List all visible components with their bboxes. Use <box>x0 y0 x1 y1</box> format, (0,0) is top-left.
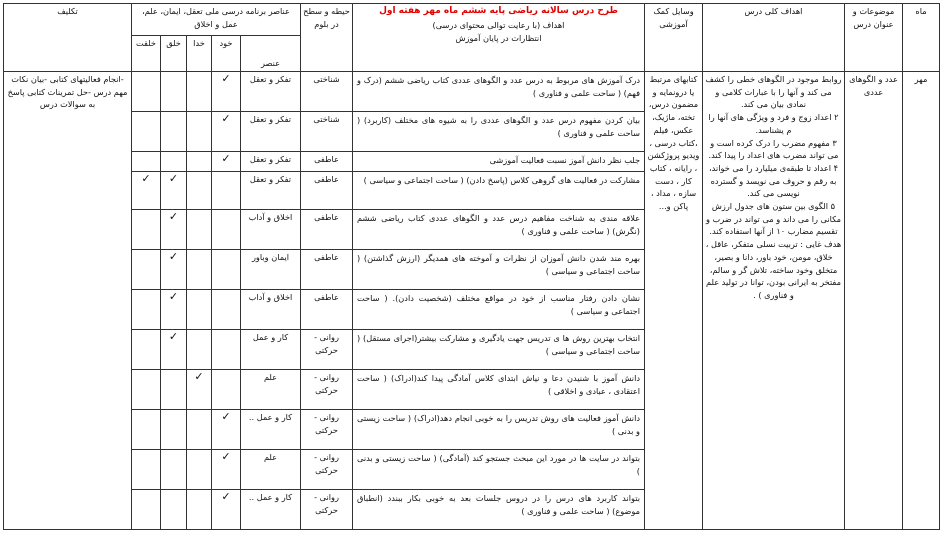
god-check-cell <box>187 152 212 172</box>
creation-check-cell <box>161 290 187 330</box>
check-mark-icon: ✓ <box>221 450 231 463</box>
header-goals: اهداف کلی درس <box>703 4 845 72</box>
element-cell: اخلاق و آداب <box>241 210 301 250</box>
goal-item: ۲ اعداد زوج و فرد و ویژگی های آنها را م یشناسد. <box>708 112 839 135</box>
objective-cell: بتواند کاربرد های درس را در دروس جلسات بعد به خوبی بکار ببندد (انطباق موضوع) ( ساحت علمی و فناوری ) <box>353 490 645 530</box>
domain-cell: روانی - حرکتی <box>301 410 353 450</box>
god-check-cell <box>187 450 212 490</box>
objective-cell: درک آموزش های مربوط به درس عدد و الگوهای عددی کتاب ریاضی ششم (درک و فهم) ( ساحت علمی و فناوری ) <box>353 72 645 112</box>
element-cell: ایمان وباور <box>241 250 301 290</box>
self-check-cell <box>212 450 241 490</box>
plan-subtitle-expectations: انتظارات در پایان آموزش <box>455 32 542 43</box>
goal-item: هدف غایی : تربیت نسلی متفکر، عاقل ، خلاق، مومن، خود باور، دانا و بصیر، متخلق وخود ساخته، تلاش گر و سالم، مفتخر به ایرانی بودن، توانا در تولید علم و فناوری ) . <box>705 239 842 300</box>
objective-cell: بتواند در سایت ها در مورد این مبحث جستجو کند (آمادگی) ( ساحت زیستی و بدنی ) <box>353 450 645 490</box>
creation-check-cell <box>161 490 187 530</box>
check-mark-icon: ✓ <box>221 72 231 85</box>
header-plan <box>353 4 645 72</box>
domain-cell: عاطفی <box>301 290 353 330</box>
creation-check-cell <box>161 210 187 250</box>
creation-check-cell <box>161 250 187 290</box>
homework-cell: -انجام فعالیتهای کتابی -بیان نکات مهم درس -حل تمرینات کتابی پاسخ به سوالات درس <box>4 72 132 530</box>
check-mark-icon: ✓ <box>168 250 179 263</box>
header-elements: عناصر برنامه درسی ملی تعقل، ایمان، علم، عمل و اخلاق <box>132 4 301 36</box>
header-tools: وسایل کمک آموزشی <box>645 4 703 72</box>
nature-check-cell <box>132 112 161 152</box>
self-check-cell <box>212 210 241 250</box>
self-check-cell <box>212 112 241 152</box>
nature-check-cell <box>132 152 161 172</box>
domain-cell: شناختی <box>301 112 353 152</box>
element-cell: کار و عمل .. <box>241 410 301 450</box>
goals-cell <box>703 72 845 530</box>
objective-cell: بهره مند شدن دانش آموزان از نظرات و آموخته های همدیگر (ارزش گذاشتن) ( ساحت اجتماعی و سیاسی ) <box>353 250 645 290</box>
domain-cell: عاطفی <box>301 152 353 172</box>
objective-cell: دانش آموز فعالیت های روش تدریس را به خوبی انجام دهد(ادراک) ( ساحت زیستی و بدنی ) <box>353 410 645 450</box>
objective-cell: انتخاب بهترین روش ها ی تدریس جهت یادگیری و مشارکت بیشتر(اجرای مستقل) ( ساحت اجتماعی و سیاسی ) <box>353 330 645 370</box>
header-month: ماه <box>903 4 940 72</box>
domain-cell: عاطفی <box>301 172 353 210</box>
element-cell: اخلاق و آداب <box>241 290 301 330</box>
domain-cell: روانی - حرکتی <box>301 450 353 490</box>
nature-check-cell <box>132 172 161 210</box>
element-cell: تفکر و تعقل <box>241 112 301 152</box>
creation-check-cell <box>161 72 187 112</box>
header-creation: خلق <box>161 36 187 72</box>
lesson-plan-table <box>3 3 940 530</box>
check-mark-icon: ✓ <box>168 290 179 303</box>
objective-cell: مشارکت در فعالیت های گروهی کلاس (پاسخ دادن) ( ساحت اجتماعی و سیاسی ) <box>353 172 645 210</box>
nature-check-cell <box>132 410 161 450</box>
element-cell: علم <box>241 450 301 490</box>
goal-item: ۴ اعداد تا طبقه‌ی میلیارد را می خواند، به رقم و حروف می نویسد و گسترده نویسی می کند. <box>708 162 839 199</box>
self-check-cell <box>212 330 241 370</box>
header-god: خدا <box>187 36 212 72</box>
nature-check-cell <box>132 72 161 112</box>
creation-check-cell <box>161 370 187 410</box>
header-self: خود <box>212 36 241 72</box>
plan-body <box>4 72 940 530</box>
self-check-cell <box>212 410 241 450</box>
header-domain: حیطه و سطح در بلوم <box>301 4 353 72</box>
check-mark-icon: ✓ <box>221 410 231 423</box>
objective-cell: علاقه مندی به شناخت مفاهیم درس عدد و الگوهای عددی کتاب ریاضی ششم (نگرش) ( ساحت علمی و فناوری ) <box>353 210 645 250</box>
creation-check-cell <box>161 330 187 370</box>
goal-item: روابط موجود در الگوهای خطی را کشف می کند و آنها را با عبارات کلامی و نمادی بیان می کند. <box>705 74 842 110</box>
creation-check-cell <box>161 112 187 152</box>
god-check-cell <box>187 250 212 290</box>
element-cell: تفکر و تعقل <box>241 152 301 172</box>
creation-check-cell <box>161 410 187 450</box>
self-check-cell <box>212 490 241 530</box>
nature-check-cell <box>132 250 161 290</box>
check-mark-icon: ✓ <box>221 112 231 125</box>
creation-check-cell <box>161 152 187 172</box>
nature-check-cell <box>132 450 161 490</box>
check-mark-icon: ✓ <box>141 172 151 185</box>
nature-check-cell <box>132 210 161 250</box>
nature-check-cell <box>132 290 161 330</box>
self-check-cell <box>212 370 241 410</box>
objective-cell: نشان دادن رفتار مناسب از خود در مواقع مختلف (شخصیت دادن). ( ساحت اجتماعی و سیاسی ) <box>353 290 645 330</box>
god-check-cell <box>187 330 212 370</box>
domain-cell: عاطفی <box>301 210 353 250</box>
nature-check-cell <box>132 330 161 370</box>
element-cell: تفکر و تعقل <box>241 72 301 112</box>
god-check-cell <box>187 172 212 210</box>
check-mark-icon: ✓ <box>194 370 204 383</box>
self-check-cell <box>212 72 241 112</box>
header-homework: تکلیف <box>4 4 132 72</box>
self-check-cell <box>212 290 241 330</box>
objective-cell: بیان کردن مفهوم درس عدد و الگوهای عددی را به شیوه های مختلف (کاربرد) ( ساحت علمی و فناوری ) <box>353 112 645 152</box>
self-check-cell <box>212 250 241 290</box>
god-check-cell <box>187 112 212 152</box>
header-element: عنصر <box>241 36 301 72</box>
check-mark-icon: ✓ <box>168 330 179 343</box>
check-mark-icon: ✓ <box>221 152 231 165</box>
check-mark-icon: ✓ <box>221 490 231 503</box>
topic-cell: عدد و الگوهای عددی <box>845 72 903 530</box>
element-cell: علم <box>241 370 301 410</box>
header-topics: موضوعات و عنوان درس <box>845 4 903 72</box>
self-check-cell <box>212 152 241 172</box>
god-check-cell <box>187 290 212 330</box>
creation-check-cell <box>161 172 187 210</box>
god-check-cell <box>187 410 212 450</box>
plan-title: طرح درس سالانه ریاضی پایه ششم ماه مهر هفته اول <box>379 6 618 16</box>
check-mark-icon: ✓ <box>168 210 179 223</box>
plan-subtitle-goals: اهداف (با رعایت توالی محتوای درسی) <box>432 19 565 30</box>
nature-check-cell <box>132 490 161 530</box>
self-check-cell <box>212 172 241 210</box>
objective-cell: جلب نظر دانش آموز نسبت فعالیت آموزشی <box>353 152 645 172</box>
element-cell: تفکر و تعقل <box>241 172 301 210</box>
header-nature: خلقت <box>132 36 161 72</box>
objective-cell: دانش آموز با شنیدن دعا و نیاش ابتدای کلاس آمادگی پیدا کند(ادراک) ( ساحت اعتقادی ، عبادی و اخلاقی ) <box>353 370 645 410</box>
check-mark-icon: ✓ <box>168 172 179 185</box>
domain-cell: شناختی <box>301 72 353 112</box>
tools-cell: کتابهای مرتبط یا درونمایه و مضمون درس، تخته، ماژیک، عکس، فیلم ،کتاب درسی ، ویدیو پروژکشن ، رایانه ، کتاب کار ، دست سازه ، مداد ، پاکن و... <box>645 72 703 530</box>
creation-check-cell <box>161 450 187 490</box>
god-check-cell <box>187 490 212 530</box>
domain-cell: روانی - حرکتی <box>301 330 353 370</box>
table-row <box>4 72 940 112</box>
domain-cell: عاطفی <box>301 250 353 290</box>
god-check-cell <box>187 210 212 250</box>
element-cell: کار و عمل .. <box>241 490 301 530</box>
domain-cell: روانی - حرکتی <box>301 490 353 530</box>
goal-item: ۳ مفهوم مضرب را درک کرده است و می تواند مضرب های اعداد را پیدا کند. <box>708 137 839 161</box>
domain-cell: روانی - حرکتی <box>301 370 353 410</box>
nature-check-cell <box>132 370 161 410</box>
element-cell: کار و عمل <box>241 330 301 370</box>
god-check-cell <box>187 72 212 112</box>
god-check-cell <box>187 370 212 410</box>
month-cell: مهر <box>903 72 940 530</box>
goal-item: ۵ الگوی بین ستون های جدول ارزش مکانی را می داند و می تواند در ضرب و تقسیم مضارب ۱۰ از آنها استفاده کند. <box>705 201 842 237</box>
